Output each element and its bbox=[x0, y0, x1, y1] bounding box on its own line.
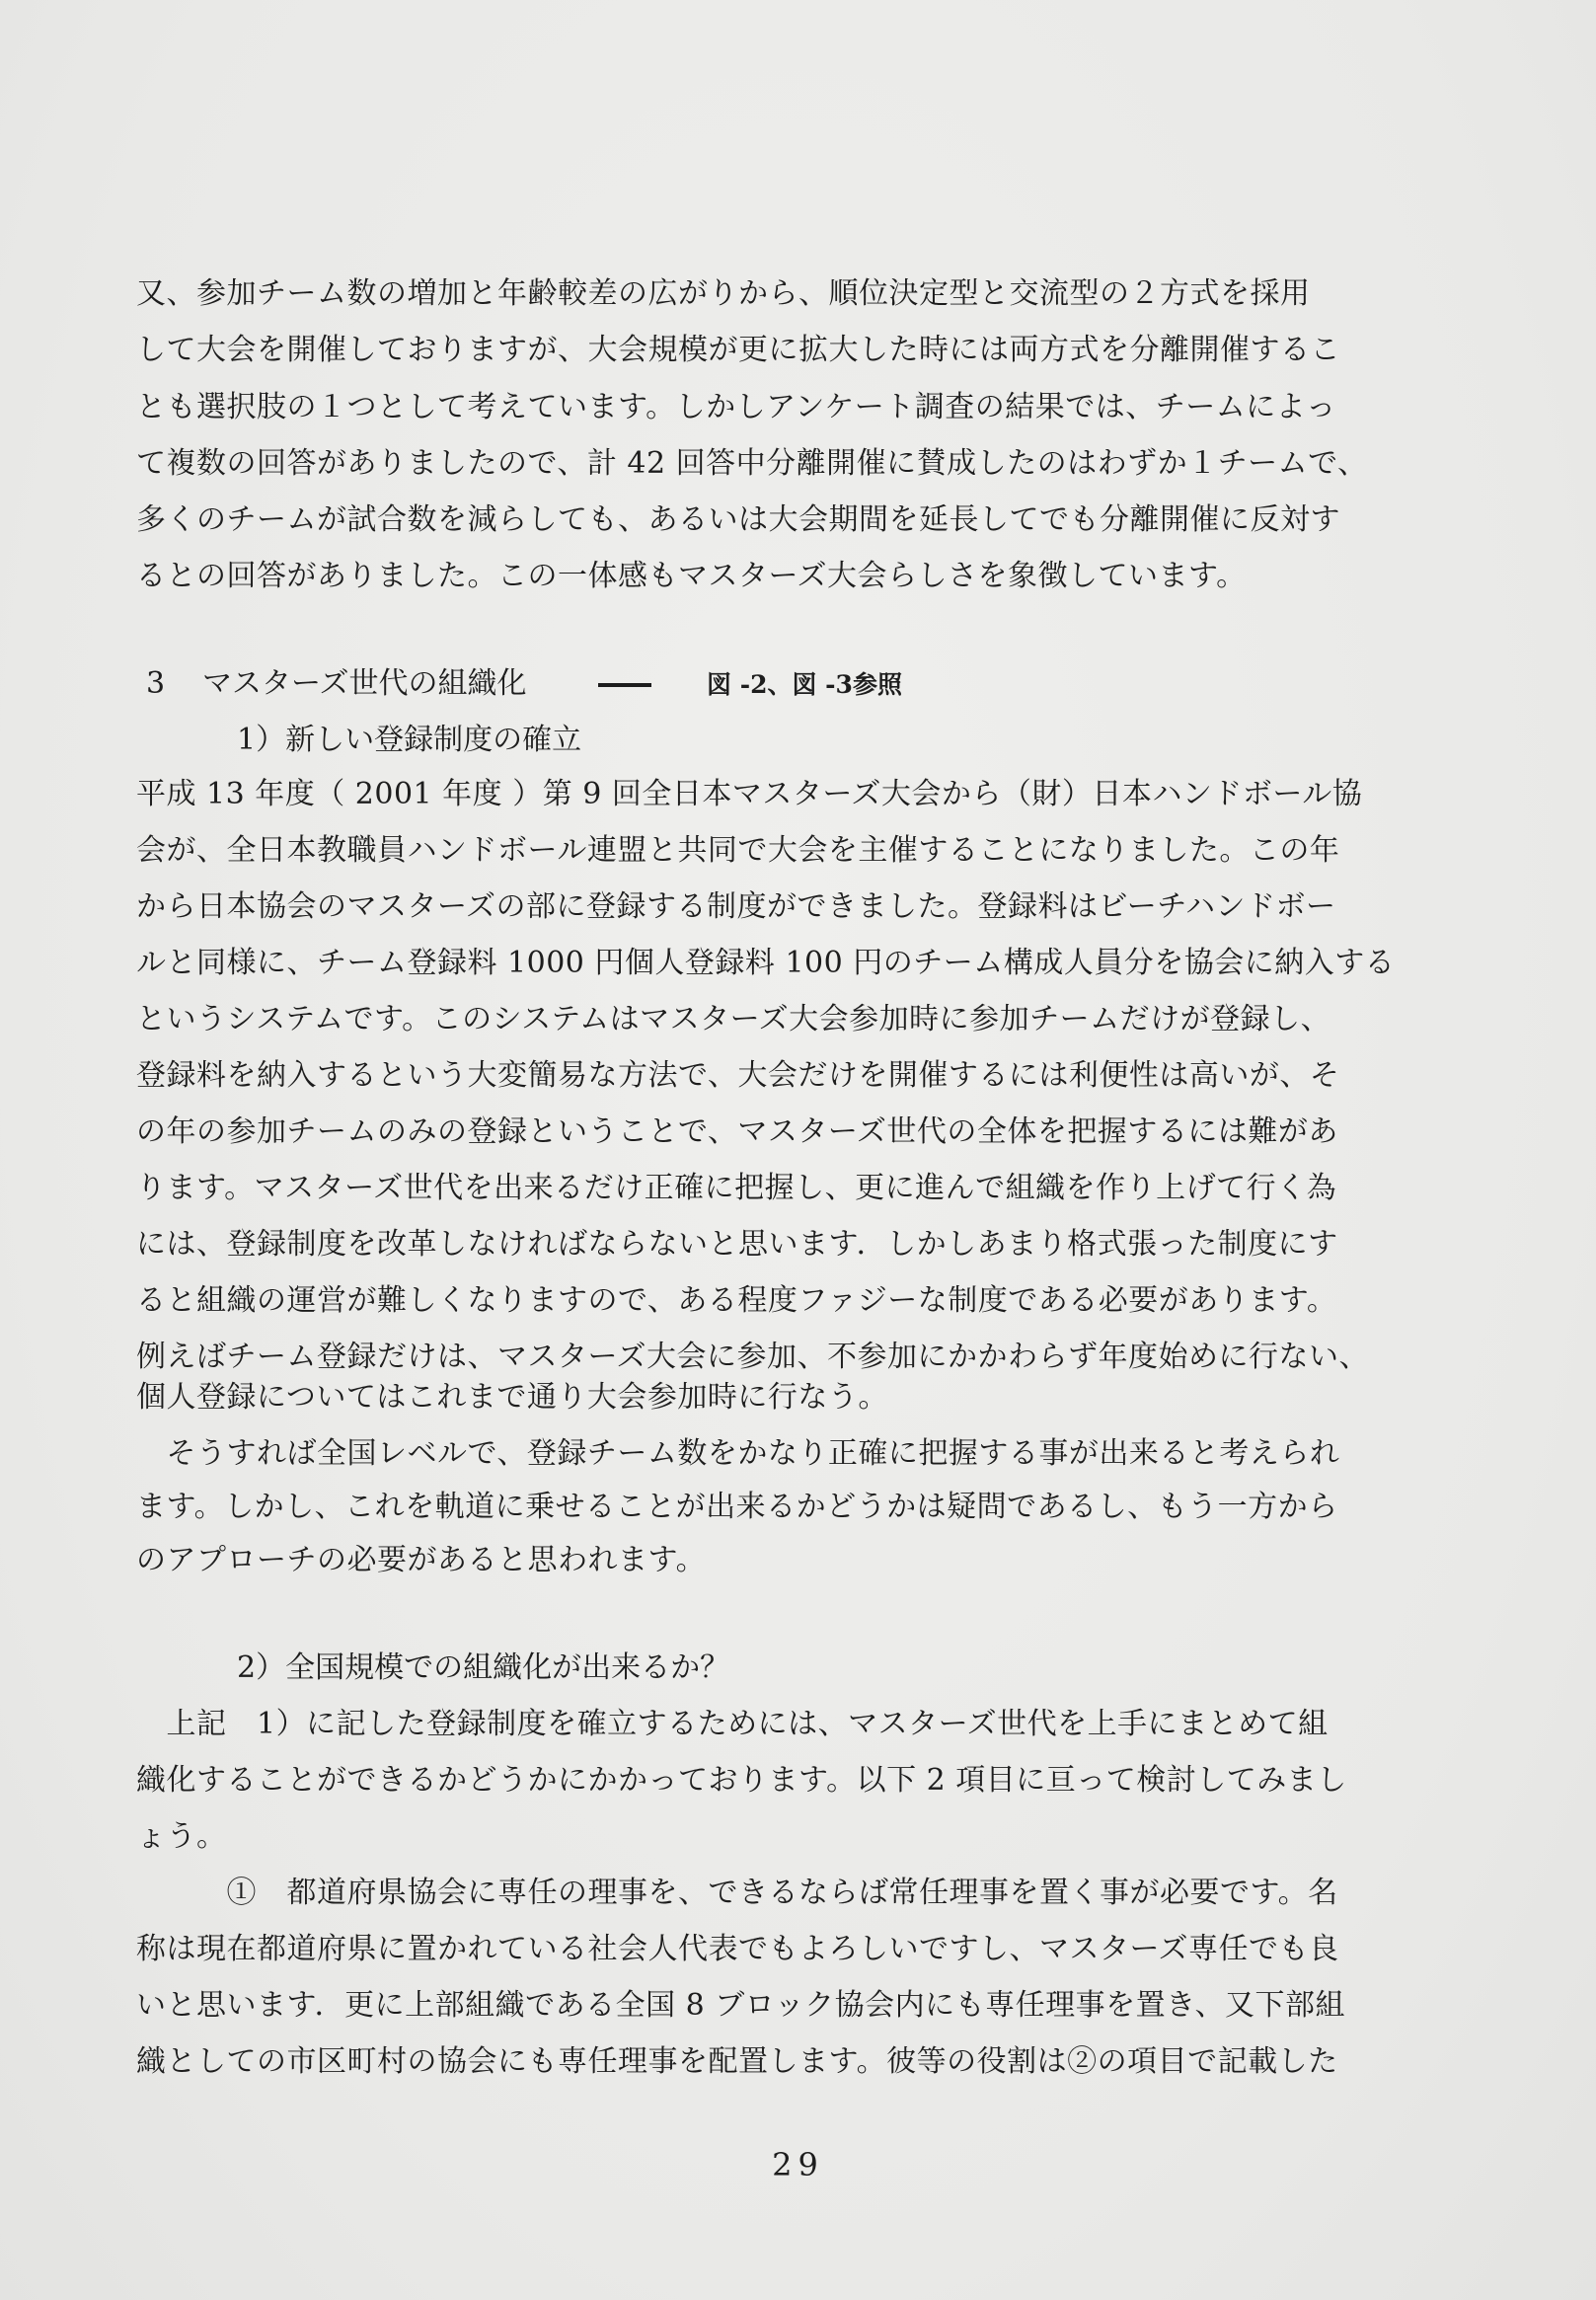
sub1-line-9: には、登録制度を改革しなければならないと思います．しかしあまり格式張った制度にす bbox=[136, 1227, 1338, 1262]
sub2-line-1: 上記 1）に記した登録制度を確立するためには、マスターズ世代を上手にまとめて組 bbox=[136, 1707, 1329, 1741]
sub2-line-6: いと思います．更に上部組織である全国 8 ブロック協会内にも専任理事を置き、又下部組 bbox=[136, 1988, 1345, 2023]
sub2-line-4: ① 都道府県協会に専任の理事を、できるならば常任理事を置く事が必要です。名 bbox=[136, 1876, 1338, 1910]
sub1-line-14: ます。しかし、これを軌道に乗せることが出来るかどうかは疑問であるし、もう一方から bbox=[136, 1490, 1338, 1524]
sub1-line-3: から日本協会のマスターズの部に登録する制度ができました。登録料はビーチハンドボー bbox=[136, 889, 1336, 924]
sub2-line-3: ょう。 bbox=[136, 1819, 227, 1854]
intro-line-6: るとの回答がありました。この一体感もマスターズ大会らしさを象徴しています。 bbox=[136, 559, 1247, 593]
intro-line-3: とも選択肢の１つとして考えています。しかしアンケート調査の結果では、チームによっ bbox=[136, 390, 1336, 424]
sub1-line-4: ルと同様に、チーム登録料 1000 円個人登録料 100 円のチーム構成人員分を協会に納入する bbox=[136, 946, 1396, 980]
sub1-line-7: の年の参加チームのみの登録ということで、マスターズ世代の全体を把握するには難があ bbox=[136, 1114, 1338, 1149]
page-number: 29 bbox=[772, 2146, 824, 2184]
sub1-line-8: ります。マスターズ世代を出来るだけ正確に把握し、更に進んで組織を作り上げて行く為 bbox=[136, 1171, 1337, 1205]
sub1-line-10: ると組織の運営が難しくなりますので、ある程度ファジーな制度である必要があります。 bbox=[136, 1283, 1337, 1318]
intro-line-1: 又、参加チーム数の増加と年齢較差の広がりから、順位決定型と交流型の２方式を採用 bbox=[136, 276, 1311, 311]
sub2-line-5: 称は現在都道府県に置かれている社会人代表でもよろしいですし、マスターズ専任でも良 bbox=[136, 1932, 1339, 1966]
subsection-1-title: 1）新しい登録制度の確立 bbox=[237, 723, 582, 757]
sub1-line-2: 会が、全日本教職員ハンドボール連盟と共同で大会を主催することになりました。この年 bbox=[136, 833, 1340, 868]
section-title: マスターズ世代の組織化 bbox=[202, 666, 527, 701]
sub1-line-13: そうすれば全国レベルで、登録チーム数をかなり正確に把握する事が出来ると考えられ bbox=[136, 1436, 1340, 1471]
section-number: 3 bbox=[146, 666, 166, 701]
sub2-line-2: 織化することができるかどうかにかかっております。以下 2 項目に亘って検討してみまし bbox=[136, 1763, 1347, 1798]
sub1-line-5: というシステムです。このシステムはマスターズ大会参加時に参加チームだけが登録し、 bbox=[136, 1002, 1331, 1036]
sub1-line-1: 平成 13 年度（ 2001 年度 ）第 9 回全日本マスターズ大会から（財）日本ハンドボール協 bbox=[136, 777, 1363, 811]
intro-line-2: して大会を開催しておりますが、大会規模が更に拡大した時には両方式を分離開催するこ bbox=[136, 333, 1340, 367]
sub1-line-11: 例えばチーム登録だけは、マスターズ大会に参加、不参加にかかわらず年度始めに行ない、 bbox=[136, 1340, 1369, 1374]
intro-line-5: 多くのチームが試合数を減らしても、あるいは大会期間を延長してでも分離開催に反対す bbox=[136, 502, 1340, 537]
heading-dash bbox=[598, 683, 651, 687]
sub1-line-12: 個人登録についてはこれまで通り大会参加時に行なう。 bbox=[136, 1380, 888, 1415]
sub2-line-7: 織としての市区町村の協会にも専任理事を配置します。彼等の役割は②の項目で記載した bbox=[136, 2044, 1338, 2079]
sub1-line-15: のアプローチの必要があると思われます。 bbox=[136, 1543, 707, 1577]
section-figure-reference: 図 -2、図 -3参照 bbox=[707, 670, 902, 699]
intro-line-4: て複数の回答がありましたので、計 42 回答中分離開催に賛成したのはわずか１チームで、 bbox=[136, 446, 1368, 481]
sub1-line-6: 登録料を納入するという大変簡易な方法で、大会だけを開催するには利便性は高いが、そ bbox=[136, 1058, 1340, 1093]
subsection-2-title: 2）全国規模での組織化が出来るか？ bbox=[237, 1650, 730, 1685]
